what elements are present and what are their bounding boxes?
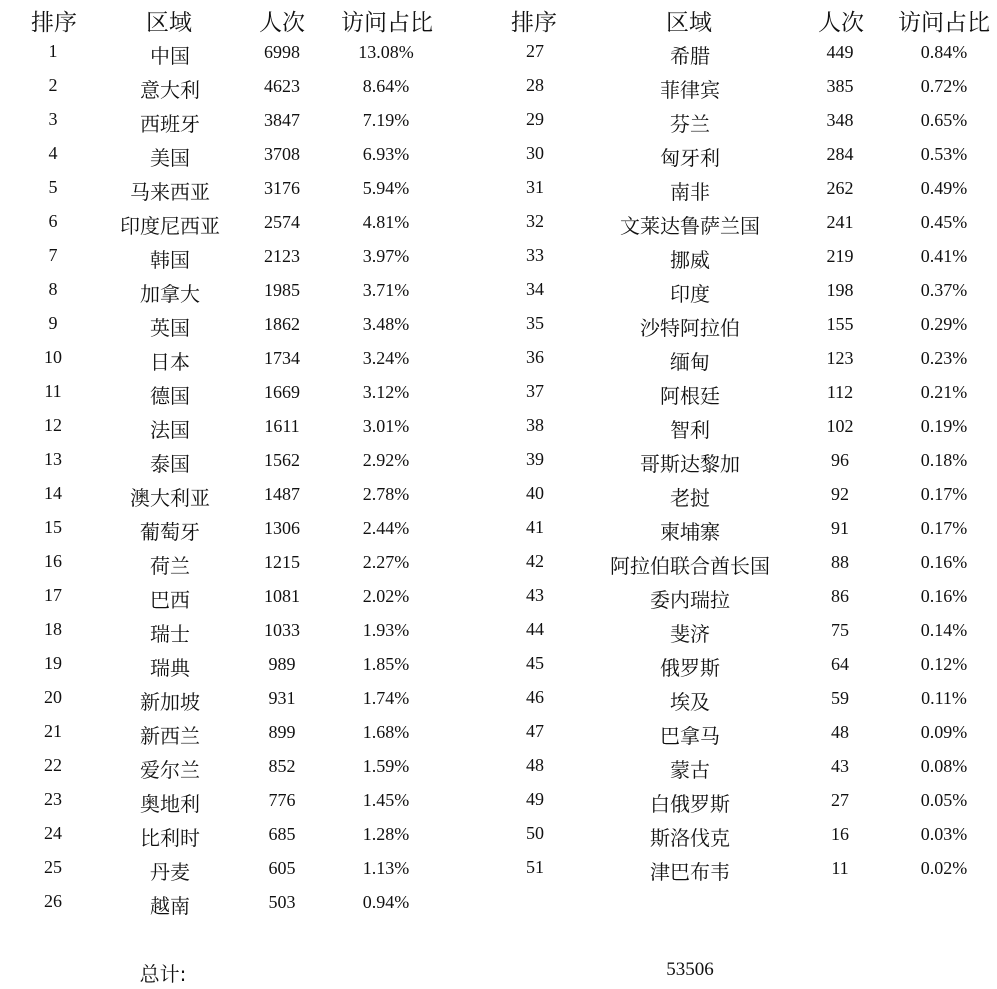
right-row-share: 0.41%	[920, 246, 968, 266]
right-row-share: 0.29%	[920, 314, 968, 334]
right-row-rank: 44	[526, 619, 544, 639]
right-row-share: 0.23%	[920, 348, 968, 368]
left-row-rank: 13	[44, 449, 62, 469]
left-row-count: 776	[268, 790, 296, 810]
right-row-share: 0.45%	[920, 212, 968, 232]
left-row-rank: 20	[44, 687, 62, 707]
right-row-share: 0.19%	[920, 416, 968, 436]
left-row-rank: 7	[48, 245, 58, 265]
left-row-region: 印度尼西亚	[120, 214, 220, 238]
right-row-count: 43	[831, 756, 849, 776]
left-row-count: 3847	[264, 110, 300, 130]
left-row-region: 丹麦	[150, 860, 190, 884]
left-row-share: 7.19%	[362, 110, 410, 130]
left-row-share: 8.64%	[362, 76, 410, 96]
left-row-share: 3.24%	[362, 348, 410, 368]
right-row-rank: 41	[526, 517, 544, 537]
left-row-rank: 17	[44, 585, 62, 605]
right-row-share: 0.14%	[920, 620, 968, 640]
left-row-rank: 1	[48, 41, 58, 61]
left-row-count: 1669	[264, 382, 300, 402]
right-row-region: 蒙古	[670, 758, 710, 782]
right-row-count: 219	[826, 246, 854, 266]
left-row-rank: 26	[44, 891, 62, 911]
left-row-share: 1.93%	[362, 620, 410, 640]
left-row-count: 989	[268, 654, 296, 674]
right-row-count: 155	[826, 314, 854, 334]
right-row-share: 0.84%	[920, 42, 968, 62]
left-row-count: 1033	[264, 620, 300, 640]
left-row-share: 1.28%	[362, 824, 410, 844]
right-row-count: 92	[831, 484, 849, 504]
left-row-region: 新加坡	[140, 690, 200, 714]
left-row-region: 美国	[150, 146, 190, 170]
total-label: 总计:	[139, 962, 187, 986]
right-row-count: 91	[831, 518, 849, 538]
right-row-count: 449	[826, 42, 854, 62]
right-row-rank: 31	[526, 177, 544, 197]
right-row-rank: 28	[526, 75, 544, 95]
right-row-share: 0.18%	[920, 450, 968, 470]
left-row-region: 法国	[150, 418, 190, 442]
right-row-region: 老挝	[670, 486, 710, 510]
left-header-count: 人次	[259, 10, 305, 36]
right-row-region: 委内瑞拉	[650, 588, 730, 612]
left-row-share: 2.78%	[362, 484, 410, 504]
right-row-rank: 50	[526, 823, 544, 843]
right-row-count: 88	[831, 552, 849, 572]
left-row-share: 1.68%	[362, 722, 410, 742]
right-row-share: 0.03%	[920, 824, 968, 844]
left-row-count: 6998	[264, 42, 300, 62]
left-row-region: 比利时	[140, 826, 200, 850]
right-row-rank: 36	[526, 347, 544, 367]
right-row-region: 哥斯达黎加	[640, 452, 740, 476]
right-row-region: 俄罗斯	[660, 656, 720, 680]
right-row-count: 123	[826, 348, 854, 368]
right-row-region: 南非	[670, 180, 710, 204]
right-row-share: 0.17%	[920, 518, 968, 538]
right-row-share: 0.12%	[920, 654, 968, 674]
left-row-rank: 2	[48, 75, 58, 95]
right-row-region: 匈牙利	[660, 146, 720, 170]
left-row-count: 1306	[264, 518, 300, 538]
right-row-count: 96	[831, 450, 849, 470]
left-row-share: 0.94%	[362, 892, 410, 912]
right-row-count: 48	[831, 722, 849, 742]
right-row-rank: 48	[526, 755, 544, 775]
left-row-share: 6.93%	[362, 144, 410, 164]
left-row-region: 荷兰	[150, 554, 190, 578]
right-header-rank: 排序	[511, 10, 557, 36]
right-row-rank: 32	[526, 211, 544, 231]
right-row-region: 埃及	[670, 690, 710, 714]
left-row-share: 2.27%	[362, 552, 410, 572]
left-row-share: 2.44%	[362, 518, 410, 538]
right-header-region: 区域	[666, 10, 712, 36]
left-row-count: 2574	[264, 212, 300, 232]
right-row-region: 阿拉伯联合酋长国	[610, 554, 770, 578]
right-row-count: 348	[826, 110, 854, 130]
right-row-rank: 37	[526, 381, 544, 401]
left-row-region: 英国	[150, 316, 190, 340]
right-row-share: 0.72%	[920, 76, 968, 96]
right-row-rank: 40	[526, 483, 544, 503]
total-value: 53506	[666, 959, 714, 980]
right-row-count: 64	[831, 654, 849, 674]
right-row-rank: 51	[526, 857, 544, 877]
left-row-rank: 5	[48, 177, 58, 197]
left-row-count: 2123	[264, 246, 300, 266]
right-row-share: 0.17%	[920, 484, 968, 504]
right-row-region: 缅甸	[670, 350, 710, 374]
left-row-share: 1.74%	[362, 688, 410, 708]
right-row-rank: 33	[526, 245, 544, 265]
right-row-share: 0.21%	[920, 382, 968, 402]
left-row-share: 1.85%	[362, 654, 410, 674]
right-row-share: 0.16%	[920, 552, 968, 572]
right-row-share: 0.49%	[920, 178, 968, 198]
right-row-rank: 38	[526, 415, 544, 435]
left-row-region: 瑞士	[150, 622, 190, 646]
left-row-count: 1611	[264, 416, 300, 436]
left-row-rank: 11	[44, 381, 62, 401]
right-row-share: 0.11%	[921, 688, 967, 708]
left-row-share: 3.71%	[362, 280, 410, 300]
right-row-share: 0.02%	[920, 858, 968, 878]
left-row-share: 3.01%	[362, 416, 410, 436]
left-row-region: 德国	[150, 384, 190, 408]
right-row-share: 0.37%	[920, 280, 968, 300]
right-row-rank: 45	[526, 653, 544, 673]
right-row-region: 津巴布韦	[650, 860, 730, 884]
right-row-region: 希腊	[670, 44, 710, 68]
right-row-count: 75	[831, 620, 849, 640]
left-header-share: 访问占比	[341, 10, 433, 36]
right-row-region: 挪威	[670, 248, 710, 272]
left-header-region: 区域	[146, 10, 192, 36]
left-row-rank: 23	[44, 789, 62, 809]
left-row-count: 1985	[264, 280, 300, 300]
right-row-share: 0.65%	[920, 110, 968, 130]
left-row-count: 1734	[264, 348, 300, 368]
right-header-count: 人次	[818, 10, 864, 36]
right-row-count: 262	[826, 178, 854, 198]
right-row-count: 198	[826, 280, 854, 300]
left-row-share: 3.48%	[362, 314, 410, 334]
left-row-share: 13.08%	[358, 42, 414, 62]
right-row-region: 印度	[670, 282, 710, 306]
right-row-share: 0.08%	[920, 756, 968, 776]
right-row-rank: 47	[526, 721, 544, 741]
left-row-share: 1.59%	[362, 756, 410, 776]
right-row-count: 385	[826, 76, 854, 96]
left-row-count: 685	[268, 824, 296, 844]
right-row-count: 59	[831, 688, 849, 708]
right-row-region: 沙特阿拉伯	[640, 316, 740, 340]
left-row-count: 1215	[264, 552, 300, 572]
left-row-count: 1562	[264, 450, 300, 470]
left-row-share: 1.45%	[362, 790, 410, 810]
left-row-region: 泰国	[150, 452, 190, 476]
right-row-rank: 39	[526, 449, 544, 469]
right-row-rank: 46	[526, 687, 544, 707]
right-row-region: 文莱达鲁萨兰国	[620, 214, 760, 238]
left-row-share: 3.97%	[362, 246, 410, 266]
right-row-rank: 49	[526, 789, 544, 809]
left-row-share: 4.81%	[362, 212, 410, 232]
left-row-region: 日本	[150, 350, 190, 374]
right-row-share: 0.05%	[920, 790, 968, 810]
left-row-rank: 16	[44, 551, 62, 571]
left-row-rank: 18	[44, 619, 62, 639]
left-row-rank: 4	[48, 143, 58, 163]
right-row-rank: 42	[526, 551, 544, 571]
left-row-count: 852	[268, 756, 296, 776]
right-row-share: 0.53%	[920, 144, 968, 164]
left-row-region: 马来西亚	[130, 180, 210, 204]
left-row-rank: 15	[44, 517, 62, 537]
right-row-region: 智利	[670, 418, 710, 442]
right-row-share: 0.09%	[920, 722, 968, 742]
left-row-rank: 6	[48, 211, 58, 231]
right-row-count: 241	[826, 212, 854, 232]
right-row-region: 阿根廷	[660, 384, 720, 408]
left-row-rank: 24	[44, 823, 62, 843]
left-row-region: 加拿大	[140, 282, 200, 306]
left-row-count: 899	[268, 722, 296, 742]
left-row-share: 2.92%	[362, 450, 410, 470]
left-row-count: 1862	[264, 314, 300, 334]
right-header-share: 访问占比	[898, 10, 990, 36]
right-row-region: 菲律宾	[660, 78, 720, 102]
left-row-region: 爱尔兰	[140, 758, 200, 782]
right-row-region: 芬兰	[670, 112, 710, 136]
right-row-count: 27	[831, 790, 849, 810]
left-row-count: 3176	[264, 178, 300, 198]
left-row-region: 意大利	[140, 78, 200, 102]
left-row-rank: 21	[44, 721, 62, 741]
left-row-region: 韩国	[150, 248, 190, 272]
left-row-region: 澳大利亚	[130, 486, 210, 510]
left-row-count: 4623	[264, 76, 300, 96]
right-row-region: 白俄罗斯	[650, 792, 730, 816]
right-row-count: 11	[831, 858, 849, 878]
right-row-rank: 35	[526, 313, 544, 333]
right-row-region: 斯洛伐克	[650, 826, 730, 850]
left-row-rank: 25	[44, 857, 62, 877]
left-row-region: 新西兰	[140, 724, 200, 748]
right-row-count: 284	[826, 144, 854, 164]
left-row-share: 1.13%	[362, 858, 410, 878]
left-row-region: 巴西	[150, 588, 190, 612]
left-row-count: 931	[268, 688, 296, 708]
left-row-region: 西班牙	[140, 112, 200, 136]
left-row-share: 3.12%	[362, 382, 410, 402]
left-row-region: 葡萄牙	[140, 520, 200, 544]
left-row-rank: 10	[44, 347, 62, 367]
right-row-count: 16	[831, 824, 849, 844]
left-row-rank: 3	[48, 109, 58, 129]
right-row-rank: 43	[526, 585, 544, 605]
left-row-count: 605	[268, 858, 296, 878]
left-row-share: 2.02%	[362, 586, 410, 606]
right-row-count: 86	[831, 586, 849, 606]
right-row-region: 巴拿马	[660, 724, 720, 748]
left-row-count: 503	[268, 892, 296, 912]
right-row-region: 斐济	[670, 622, 710, 646]
left-row-rank: 19	[44, 653, 62, 673]
left-row-region: 奥地利	[140, 792, 200, 816]
left-row-region: 越南	[150, 894, 190, 918]
right-row-share: 0.16%	[920, 586, 968, 606]
right-row-rank: 30	[526, 143, 544, 163]
left-row-rank: 9	[48, 313, 58, 333]
left-header-rank: 排序	[31, 10, 77, 36]
left-row-count: 3708	[264, 144, 300, 164]
right-row-rank: 27	[526, 41, 544, 61]
left-row-count: 1487	[264, 484, 300, 504]
right-row-count: 102	[826, 416, 854, 436]
left-row-share: 5.94%	[362, 178, 410, 198]
right-row-rank: 29	[526, 109, 544, 129]
left-row-rank: 22	[44, 755, 62, 775]
left-row-rank: 8	[48, 279, 58, 299]
right-row-region: 柬埔寨	[660, 520, 720, 544]
left-row-region: 中国	[150, 44, 190, 68]
right-row-count: 112	[826, 382, 854, 402]
left-row-rank: 12	[44, 415, 62, 435]
left-row-region: 瑞典	[150, 656, 190, 680]
left-row-rank: 14	[44, 483, 62, 503]
right-row-rank: 34	[526, 279, 544, 299]
left-row-count: 1081	[264, 586, 300, 606]
